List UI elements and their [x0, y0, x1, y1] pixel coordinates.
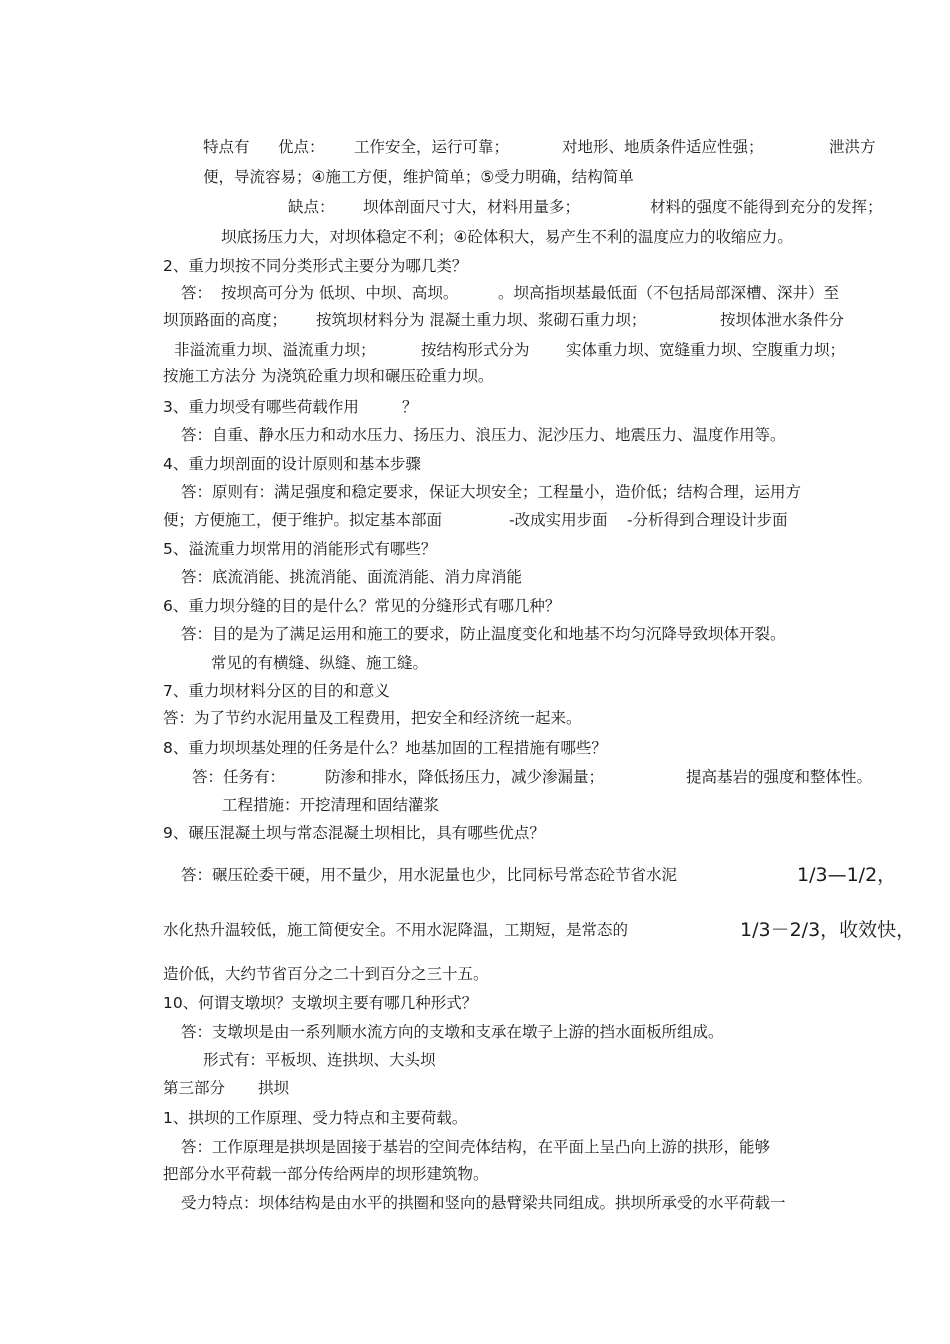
- text-line-10-segment-1: 3、重力坝受有哪些荷载作用: [163, 398, 359, 416]
- text-line-14-segment-3: -分析得到合理设计步面: [627, 511, 788, 529]
- text-line-3-segment-1: 缺点：: [288, 198, 335, 216]
- text-line-14-segment-2: -改成实用步面: [509, 511, 608, 529]
- text-line-1-segment-3: 工作安全，运行可靠；: [354, 138, 510, 156]
- text-line-7-segment-2: 按筑坝材料分为 混凝土重力坝、浆砌石重力坝；: [316, 311, 647, 329]
- text-line-23-segment-1: 答：任务有：: [192, 768, 286, 786]
- text-line-2-segment-1: 便，导流容易；④施工方便，维护简单；⑤受力明确，结构简单: [203, 168, 634, 186]
- text-line-1-segment-5: 泄洪方: [829, 138, 876, 156]
- text-line-10-segment-2: ？: [402, 398, 418, 416]
- text-line-18-segment-1: 答：目的是为了满足运用和施工的要求，防止温度变化和地基不均匀沉降导致坝体开裂。: [181, 625, 786, 643]
- text-line-1-segment-1: 特点有: [203, 138, 250, 156]
- text-line-8-segment-2: 按结构形式分为: [421, 341, 530, 359]
- text-line-31-segment-1: 形式有：平板坝、连拱坝、大头坝: [203, 1051, 436, 1069]
- text-line-22-segment-1: 8、重力坝坝基处理的任务是什么？地基加固的工程措施有哪些？: [163, 739, 607, 757]
- text-line-35-segment-1: 把部分水平荷载一部分传给两岸的坝形建筑物。: [163, 1165, 489, 1183]
- text-line-6-segment-3: 。坝高指坝基最低面（不包括局部深槽、深井）至: [498, 284, 840, 302]
- text-line-14-segment-1: 便；方便施工，便于维护。拟定基本部面: [163, 511, 443, 529]
- text-line-24-segment-1: 工程措施：开挖清理和固结灌浆: [222, 796, 440, 814]
- text-line-27-segment-1: 水化热升温较低，施工简便安全。不用水泥降温，工期短，是常态的: [163, 921, 629, 939]
- text-line-12-segment-1: 4、重力坝剖面的设计原则和基本步骤: [163, 455, 421, 473]
- text-line-33-segment-1: 1、拱坝的工作原理、受力特点和主要荷载。: [163, 1109, 468, 1127]
- text-line-7-segment-1: 坝顶路面的高度；: [163, 311, 288, 329]
- text-line-30-segment-1: 答：支墩坝是由一系列顺水流方向的支墩和支承在墩子上游的挡水面板所组成。: [181, 1023, 724, 1041]
- text-line-20-segment-1: 7、重力坝材料分区的目的和意义: [163, 682, 390, 700]
- text-line-1-segment-4: 对地形、地质条件适应性强；: [562, 138, 764, 156]
- text-line-8-segment-1: 非溢流重力坝、溢流重力坝；: [174, 341, 376, 359]
- text-line-32-segment-2: 拱坝: [258, 1079, 290, 1097]
- text-line-9-segment-1: 按施工方法分 为浇筑砼重力坝和碾压砼重力坝。: [163, 367, 494, 385]
- text-line-28-segment-1: 造价低，大约节省百分之二十到百分之三十五。: [163, 965, 489, 983]
- text-line-25-segment-1: 9、碾压混凝土坝与常态混凝土坝相比，具有哪些优点？: [163, 824, 545, 842]
- text-line-26-segment-1: 答：碾压砼委干硬，用不量少，用水泥量也少，比同标号常态砼节省水泥: [181, 866, 678, 884]
- text-line-16-segment-1: 答：底流消能、挑流消能、面流消能、消力戽消能: [181, 568, 523, 586]
- text-line-29-segment-1: 10、何谓支墩坝？支墩坝主要有哪几种形式？: [163, 994, 478, 1012]
- text-line-26-segment-2: 1/3—1/2，: [797, 864, 897, 886]
- text-line-17-segment-1: 6、重力坝分缝的目的是什么？常见的分缝形式有哪几种？: [163, 597, 561, 615]
- text-line-11-segment-1: 答：自重、静水压力和动水压力、扬压力、浪压力、泥沙压力、地震压力、温度作用等。: [181, 426, 786, 444]
- text-line-7-segment-3: 按坝体泄水条件分: [720, 311, 845, 329]
- text-line-21-segment-1: 答：为了节约水泥用量及工程费用，把安全和经济统一起来。: [163, 709, 582, 727]
- text-line-6-segment-1: 答：: [181, 284, 213, 302]
- text-line-8-segment-3: 实体重力坝、宽缝重力坝、空腹重力坝；: [566, 341, 846, 359]
- text-line-4-segment-1: 坝底扬压力大，对坝体稳定不利；④砼体积大，易产生不利的温度应力的收缩应力。: [221, 228, 793, 246]
- text-line-3-segment-2: 坝体剖面尺寸大，材料用量多；: [363, 198, 581, 216]
- text-line-23-segment-3: 提高基岩的强度和整体性。: [686, 768, 873, 786]
- text-line-15-segment-1: 5、溢流重力坝常用的消能形式有哪些？: [163, 540, 437, 558]
- text-line-19-segment-1: 常见的有横缝、纵缝、施工缝。: [211, 654, 429, 672]
- text-line-23-segment-2: 防渗和排水，降低扬压力，减少渗漏量；: [325, 768, 605, 786]
- text-line-36-segment-1: 受力特点：坝体结构是由水平的拱圈和竖向的悬臂梁共同组成。拱坝所承受的水平荷载一: [181, 1194, 786, 1212]
- text-line-32-segment-1: 第三部分: [163, 1079, 226, 1097]
- text-line-34-segment-1: 答：工作原理是拱坝是固接于基岩的空间壳体结构，在平面上呈凸向上游的拱形，能够: [181, 1138, 771, 1156]
- text-line-13-segment-1: 答：原则有：满足强度和稳定要求，保证大坝安全；工程量小，造价低；结构合理，运用方: [181, 483, 802, 501]
- text-line-27-segment-2: 1/3－2/3，收效快，: [740, 919, 916, 941]
- text-line-3-segment-3: 材料的强度不能得到充分的发挥；: [650, 198, 883, 216]
- text-line-6-segment-2: 按坝高可分为 低坝、中坝、高坝。: [221, 284, 459, 302]
- text-line-5-segment-1: 2、重力坝按不同分类形式主要分为哪几类？: [163, 257, 468, 275]
- text-line-1-segment-2: 优点：: [278, 138, 325, 156]
